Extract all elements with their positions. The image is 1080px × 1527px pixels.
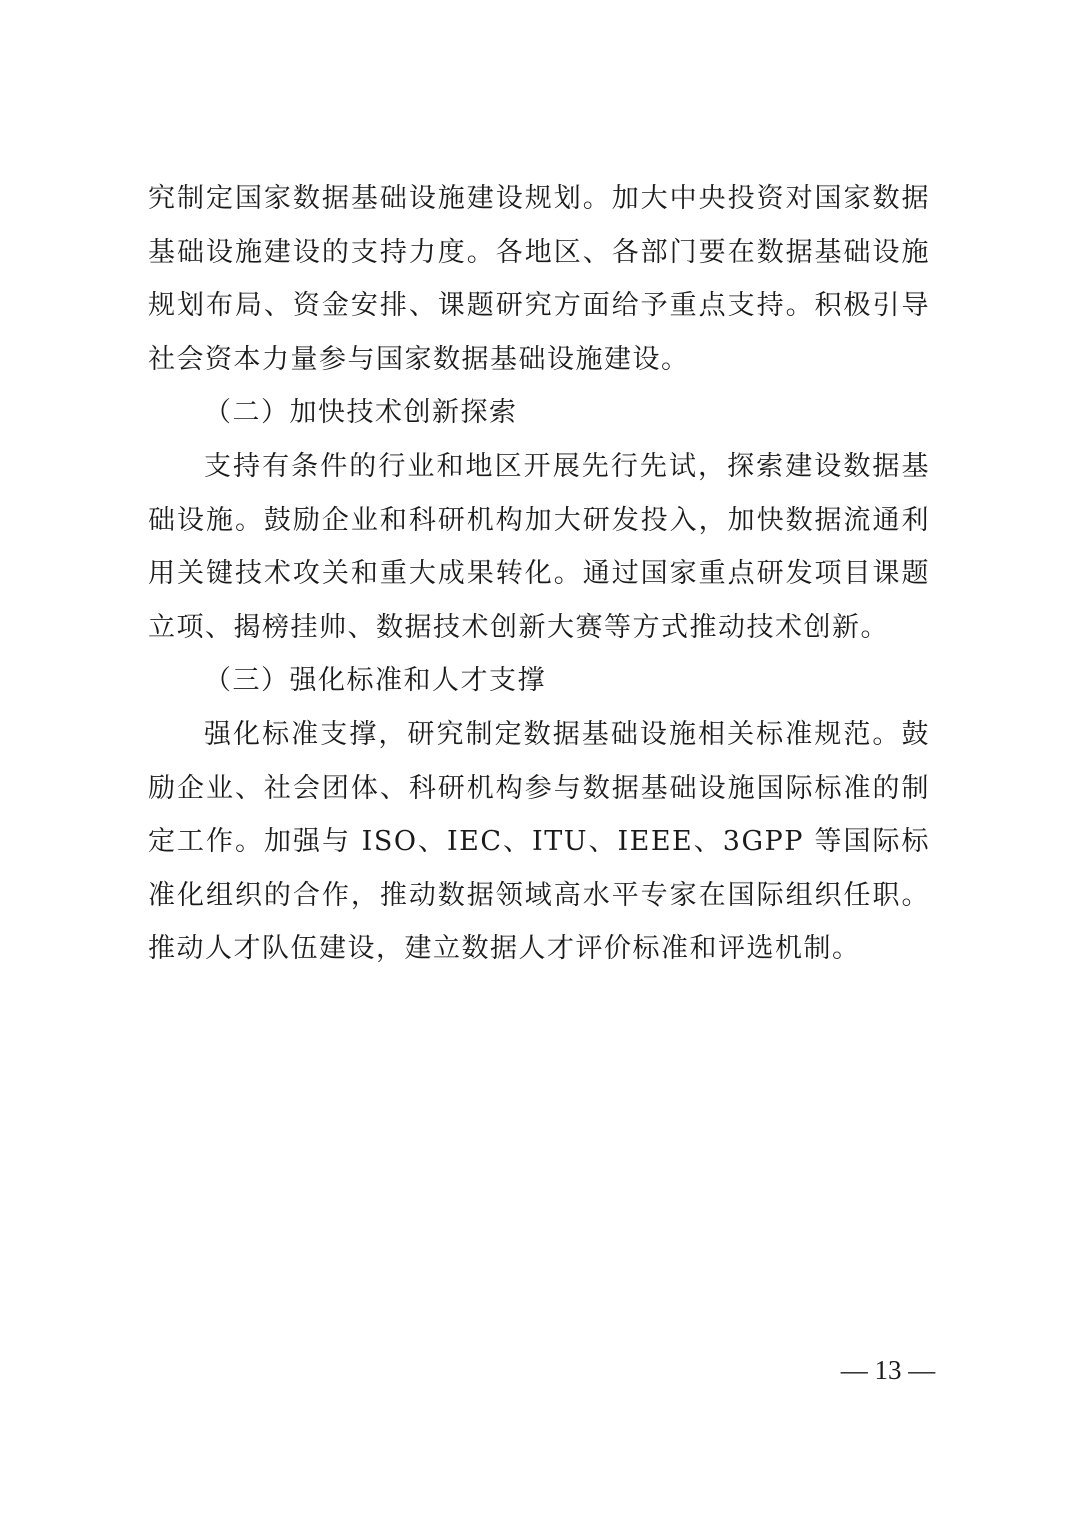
paragraph-tech-innovation: 支持有条件的行业和地区开展先行先试，探索建设数据基础设施。鼓励企业和科研机构加大研发投入，加快数据流通利用关键技术攻关和重大成果转化。通过国家重点研发项目课题立项、揭榜挂帅、数据技术创新大赛等方式推动技术创新。: [148, 450, 930, 643]
document-body: [148, 172, 930, 976]
page-number: — 13 —: [840, 1355, 936, 1385]
paragraph-continuation: 究制定国家数据基础设施建设规划。加大中央投资对国家数据基础设施建设的支持力度。各地区、各部门要在数据基础设施规划布局、资金安排、课题研究方面给予重点支持。积极引导社会资本力量参与国家数据基础设施建设。: [148, 183, 930, 375]
section-heading-3: （三）强化标准和人才支撑: [204, 665, 546, 697]
paragraph-standards-talent: 强化标准支撑，研究制定数据基础设施相关标准规范。鼓励企业、社会团体、科研机构参与数据基础设施国际标准的制定工作。加强与 ISO、IEC、ITU、IEEE、3GPP 等国际标准化组织的合作，推动数据领域高水平专家在国际组织任职。推动人才队伍建设，建立数据人才评价标准和评选机制。: [148, 718, 930, 965]
section-heading-2: （二）加快技术创新探索: [204, 397, 518, 429]
